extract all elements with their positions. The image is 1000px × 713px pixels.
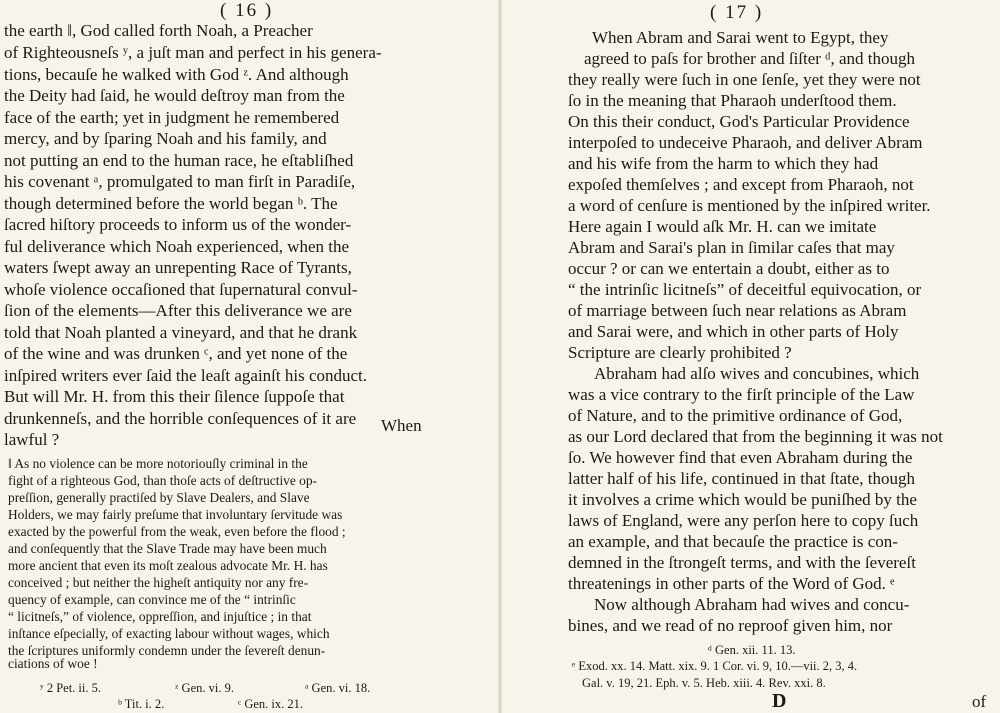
citation: Gal. v. 19, 21. Eph. v. 5. Heb. xiii. 4. Rev. xxi. 8. — [582, 676, 826, 690]
text-line: they really were ſuch in one ſenſe, yet they were not — [568, 70, 921, 89]
text-line: When Abram and Sarai went to Egypt, they — [592, 28, 889, 47]
footnote-line: the ſcriptures uniformly condemn under the ſevereſt denun- — [8, 643, 326, 658]
text-line: the earth ‖, God called forth Noah, a Preacher — [4, 21, 313, 40]
catchword: When — [381, 416, 422, 435]
text-line: a word of cenſure is mentioned by the inſpired writer. — [568, 196, 931, 215]
text-line: mercy, and by ſparing Noah and his family, and — [4, 129, 327, 148]
citation: ᵉ Exod. xx. 14. Matt. xix. 9. 1 Cor. vi. 9, 10.—vii. 2, 3, 4. — [572, 659, 858, 673]
footnote-line: exacted by the powerful from the weak, even before the flood ; — [8, 524, 346, 539]
text-line: an example, and that becauſe the practice is con- — [568, 532, 898, 551]
text-line: Abram and Sarai's plan in ſimilar caſes that may — [568, 238, 895, 257]
text-line: tions, becauſe he walked with God ᶻ. And although — [4, 65, 349, 84]
text-line: told that Noah planted a vineyard, and that he drank — [4, 323, 358, 342]
text-line: whoſe violence occaſioned that ſupernatural convul- — [4, 280, 358, 299]
citation: ʸ 2 Pet. ii. 5. — [40, 681, 102, 695]
text-line: interpoſed to undeceive Pharaoh, and deliver Abram — [568, 133, 923, 152]
text-line: ſo. We however find that even Abraham during the — [568, 448, 913, 467]
citation: ᶻ Gen. vi. 9. — [175, 681, 234, 695]
text-line: Now although Abraham had wives and concu- — [594, 595, 910, 614]
citation: ᵈ Gen. xii. 11. 13. — [708, 643, 796, 657]
footnote-line: conceived ; but neither the higheſt antiquity nor any fre- — [8, 575, 309, 590]
text-line: ful deliverance which Noah experienced, when the — [4, 237, 350, 256]
text-line: waters ſwept away an unrepenting Race of Tyrants, — [4, 258, 352, 277]
text-line: the Deity had ſaid, he would deſtroy man from the — [4, 86, 345, 105]
signature-mark: D — [772, 690, 787, 712]
text-line: demned in the ſtrongeſt terms, and with the ſevereſt — [568, 553, 916, 572]
text-line: But will Mr. H. from this their ſilence ſuppoſe that — [4, 387, 345, 406]
page-number: ( 16 ) — [220, 0, 274, 21]
page-number: ( 17 ) — [710, 2, 764, 23]
text-line: of marriage between ſuch near relations as Abram — [568, 301, 907, 320]
text-line: occur ? or can we entertain a doubt, either as to — [568, 259, 890, 278]
text-line: laws of England, were any perſon here to copy ſuch — [568, 511, 919, 530]
text-line: drunkenneſs, and the horrible conſequences of it are — [4, 409, 357, 428]
text-line: his covenant ᵃ, promulgated to man firſt in Paradiſe, — [4, 172, 356, 191]
text-line: lawful ? — [4, 430, 60, 449]
text-line: of the wine and was drunken ᶜ, and yet none of the — [4, 344, 348, 363]
footnote-line: fight of a righteous God, than thoſe acts of deſtructive op- — [8, 473, 318, 488]
text-line: face of the earth; yet in judgment he remembered — [4, 108, 340, 127]
text-line: though determined before the world began ᵇ. The — [4, 194, 338, 213]
text-line: On this their conduct, God's Particular Providence — [568, 112, 910, 131]
citation: ᶜ Gen. ix. 21. — [238, 697, 303, 711]
text-line: and his wife from the harm to which they had — [568, 154, 879, 173]
footnote-line: “ licitneſs,” of violence, oppreſſion, and injuſtice ; in that — [8, 609, 312, 624]
text-line: ſacred hiſtory proceeds to inform us of the wonder- — [4, 215, 352, 234]
text-line: it involves a crime which would be puniſhed by the — [568, 490, 917, 509]
text-line: Abraham had alſo wives and concubines, which — [594, 364, 920, 383]
text-line: Here again I would aſk Mr. H. can we imitate — [568, 217, 877, 236]
citation: ᵃ Gen. vi. 18. — [305, 681, 371, 695]
text-line: inſpired writers ever ſaid the leaſt againſt his conduct. — [4, 366, 368, 385]
text-line: Scripture are clearly prohibited ? — [568, 343, 792, 362]
citation: ᵇ Tit. i. 2. — [118, 697, 165, 711]
footnote-line: quency of example, can convince me of the “ intrinſic — [8, 592, 296, 607]
text-line: latter half of his life, continued in that ſtate, though — [568, 469, 915, 488]
text-line: and Sarai were, and which in other parts of Holy — [568, 322, 899, 341]
footnote-line: and conſequently that the Slave Trade may have been much — [8, 541, 327, 556]
text-line: of Righteousneſs ʸ, a juſt man and perfect in his genera- — [4, 43, 382, 62]
text-line: ſion of the elements—After this deliverance we are — [4, 301, 352, 320]
footnote-line: ciations of woe ! — [8, 656, 98, 671]
right-page — [500, 0, 1000, 713]
text-line: “ the intrinſic licitneſs” of deceitful equivocation, or — [568, 280, 922, 299]
footnote-line: more ancient that even its moſt zealous advocate Mr. H. has — [8, 558, 328, 573]
footnote-line: ‖ As no violence can be more notoriouſly criminal in the — [8, 456, 308, 471]
footnote-line: inſtance eſpecially, of exacting labour without wages, which — [8, 626, 330, 641]
footnote-line: preſſion, generally practiſed by Slave Dealers, and Slave — [8, 490, 310, 505]
text-line: agreed to paſs for brother and ſiſter ᵈ, and though — [584, 49, 916, 68]
footnote-line: Holders, we may fairly preſume that involuntary ſervitude was — [8, 507, 343, 522]
text-line: ſo in the meaning that Pharaoh underſtood them. — [568, 91, 897, 110]
text-line: not putting an end to the human race, he eſtabliſhed — [4, 151, 354, 170]
text-line: of Nature, and to the primitive ordinance of God, — [568, 406, 903, 425]
text-line: expoſed themſelves ; and except from Pharaoh, not — [568, 175, 914, 194]
text-line: was a vice contrary to the firſt principle of the Law — [568, 385, 915, 404]
catchword: of — [972, 692, 987, 711]
text-line: bines, and we read of no reproof given him, nor — [568, 616, 893, 635]
text-line: as our Lord declared that from the beginning it was not — [568, 427, 943, 446]
text-line: threatenings in other parts of the Word of God. ᵉ — [568, 574, 895, 593]
